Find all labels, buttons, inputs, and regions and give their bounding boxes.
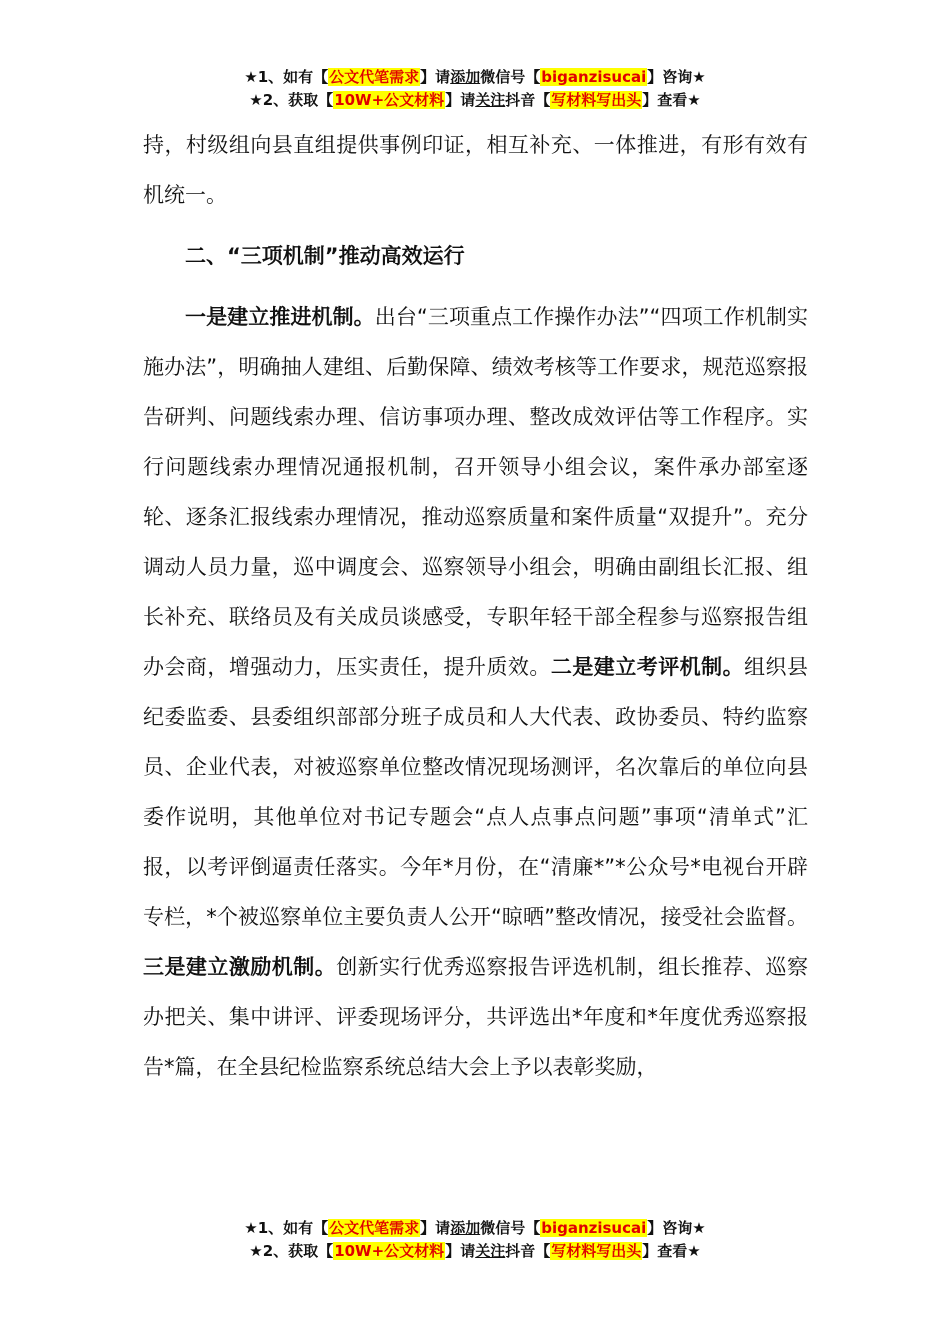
promo-highlight: 公文代笔需求 bbox=[329, 1219, 420, 1237]
promo-line-2 bbox=[0, 89, 950, 112]
paragraph-continued: 持，村级组向县直组提供事例印证，相互补充、一体推进，有形有效有机统一。 bbox=[143, 133, 808, 207]
promo-text: ★2、获取【 bbox=[249, 1242, 334, 1260]
promo-underline: 关注 bbox=[475, 1242, 506, 1260]
promo-highlight: 写材料写出头 bbox=[551, 1242, 642, 1260]
bold-lead-2: 二是建立考评机制。 bbox=[550, 655, 745, 679]
promo-underline: 添加 bbox=[450, 68, 481, 86]
promo-text: 】查看★ bbox=[642, 91, 701, 109]
promo-text: 微信号【 bbox=[480, 1219, 541, 1237]
paragraph-text: 组织县纪委监委、县委组织部部分班子成员和人大代表、政协委员、特约监察员、企业代表，对被巡察单位整改情况现场测评，名次靠后的单位向县委作说明，其他单位对书记专题会“点人点事点问题”事项“清单式”汇报，以考评倒逼责任落实。今年*月份，在“清廉*”*公众号*电视台开辟专栏，*个被巡察单位主要负责人公开“晾晒”整改情况，接受社会监督。 bbox=[143, 655, 809, 929]
promo-text: ★1、如有【 bbox=[244, 68, 329, 86]
bold-lead-3: 三是建立激励机制。 bbox=[143, 955, 337, 979]
promo-text: 】咨询★ bbox=[647, 1219, 706, 1237]
promo-line-1 bbox=[0, 66, 950, 89]
top-promo-banner bbox=[0, 66, 950, 112]
promo-text: 】请 bbox=[445, 91, 476, 109]
promo-underline: 关注 bbox=[475, 91, 506, 109]
promo-text: ★1、如有【 bbox=[244, 1219, 329, 1237]
promo-highlight: 10W+公文材料 bbox=[334, 91, 445, 109]
paragraph-text: 出台“三项重点工作操作办法”“四项工作机制实施办法”，明确抽人建组、后勤保障、绩效考核等工作要求，规范巡察报告研判、问题线索办理、信访事项办理、整改成效评估等工作程序。实行问题线索办理情况通报机制，召开领导小组会议，案件承办部室逐轮、逐条汇报线索办理情况，推动巡察质量和案件质量“双提升”。充分调动人员力量，巡中调度会、巡察领导小组会，明确由副组长汇报、组长补充、联络员及有关成员谈感受，专职年轻干部全程参与巡察报告组办会商，增强动力，压实责任，提升质效。 bbox=[143, 305, 808, 679]
promo-text: 微信号【 bbox=[480, 68, 541, 86]
bold-lead-1: 一是建立推进机制。 bbox=[185, 305, 375, 329]
paragraph-text: 创新实行优秀巡察报告评选机制，组长推荐、巡察办把关、集中讲评、评委现场评分，共评选出*年度和*年度优秀巡察报告*篇，在全县纪检监察系统总结大会上予以表彰奖励， bbox=[143, 955, 809, 1079]
promo-text: ★2、获取【 bbox=[249, 91, 334, 109]
promo-text: 】咨询★ bbox=[647, 68, 706, 86]
promo-text: 抖音【 bbox=[505, 91, 551, 109]
promo-underline: 添加 bbox=[450, 1219, 481, 1237]
promo-highlight: biganzisucai bbox=[541, 1219, 647, 1237]
promo-text: 】查看★ bbox=[642, 1242, 701, 1260]
promo-line-1 bbox=[0, 1217, 950, 1240]
bottom-promo-banner bbox=[0, 1217, 950, 1263]
promo-text: 】请 bbox=[420, 68, 451, 86]
promo-highlight: 写材料写出头 bbox=[551, 91, 642, 109]
promo-highlight: biganzisucai bbox=[541, 68, 647, 86]
section-heading: 二、“三项机制”推动高效运行 bbox=[185, 244, 465, 268]
promo-text: 】请 bbox=[420, 1219, 451, 1237]
paragraph-mechanisms bbox=[143, 292, 808, 1092]
promo-highlight: 10W+公文材料 bbox=[334, 1242, 445, 1260]
promo-highlight: 公文代笔需求 bbox=[329, 68, 420, 86]
promo-text: 】请 bbox=[445, 1242, 476, 1260]
document-body bbox=[143, 120, 808, 1092]
promo-line-2 bbox=[0, 1240, 950, 1263]
promo-text: 抖音【 bbox=[505, 1242, 551, 1260]
